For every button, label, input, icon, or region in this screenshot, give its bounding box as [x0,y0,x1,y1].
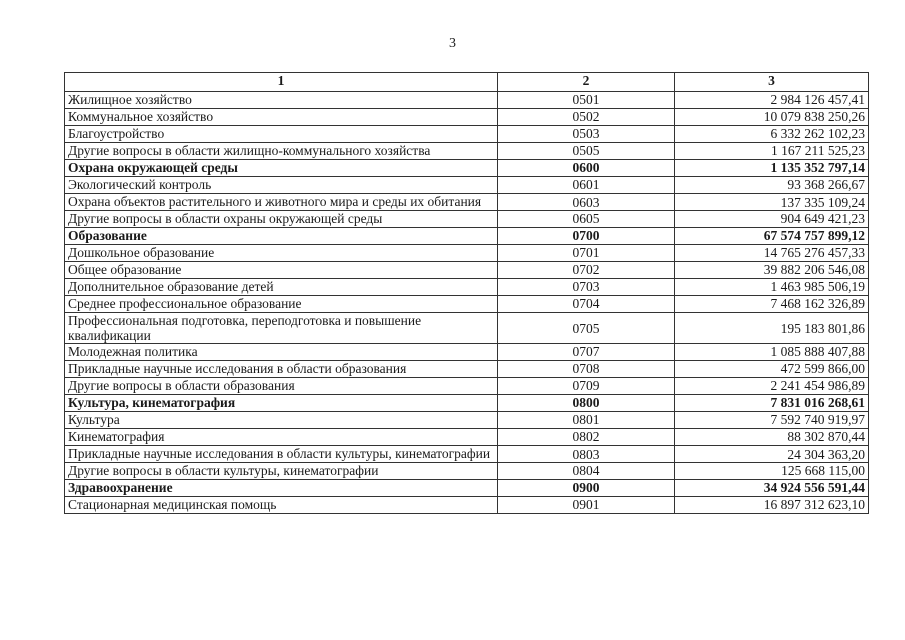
table-row [65,109,869,126]
row-name-cell: Культура, кинематография [65,395,498,412]
row-code-cell: 0505 [498,143,675,160]
row-name-cell: Прикладные научные исследования в области культуры, кинематографии [65,446,498,463]
table-row [65,126,869,143]
row-name-cell: Другие вопросы в области жилищно-коммунального хозяйства [65,143,498,160]
row-amount-cell: 39 882 206 546,08 [675,262,869,279]
row-amount-cell: 1 463 985 506,19 [675,279,869,296]
row-name-cell: Охрана окружающей среды [65,160,498,177]
table-row [65,211,869,228]
row-amount-cell: 7 468 162 326,89 [675,296,869,313]
row-name-cell: Охрана объектов растительного и животного мира и среды их обитания [65,194,498,211]
table-row [65,313,869,344]
row-amount-cell: 7 592 740 919,97 [675,412,869,429]
row-name-cell: Прикладные научные исследования в области образования [65,361,498,378]
row-amount-cell: 1 135 352 797,14 [675,160,869,177]
table-row [65,395,869,412]
row-name-cell: Молодежная политика [65,344,498,361]
row-name-cell: Коммунальное хозяйство [65,109,498,126]
table-row [65,228,869,245]
row-name-cell: Общее образование [65,262,498,279]
row-code-cell: 0603 [498,194,675,211]
row-code-cell: 0701 [498,245,675,262]
row-amount-cell: 137 335 109,24 [675,194,869,211]
table-row [65,463,869,480]
row-name-cell: Профессиональная подготовка, переподготовка и повышение квалификации [65,313,498,344]
row-name-cell: Дополнительное образование детей [65,279,498,296]
row-name-cell: Стационарная медицинская помощь [65,497,498,514]
table-row [65,279,869,296]
row-name-cell: Жилищное хозяйство [65,92,498,109]
row-amount-cell: 1 085 888 407,88 [675,344,869,361]
row-amount-cell: 7 831 016 268,61 [675,395,869,412]
table-row [65,497,869,514]
row-name-cell: Кинематография [65,429,498,446]
row-name-cell: Другие вопросы в области образования [65,378,498,395]
row-amount-cell: 88 302 870,44 [675,429,869,446]
row-code-cell: 0600 [498,160,675,177]
row-name-cell: Экологический контроль [65,177,498,194]
table-row [65,429,869,446]
row-code-cell: 0707 [498,344,675,361]
row-amount-cell: 125 668 115,00 [675,463,869,480]
row-code-cell: 0502 [498,109,675,126]
table-row [65,160,869,177]
row-code-cell: 0708 [498,361,675,378]
row-amount-cell: 1 167 211 525,23 [675,143,869,160]
row-amount-cell: 67 574 757 899,12 [675,228,869,245]
row-name-cell: Среднее профессиональное образование [65,296,498,313]
row-code-cell: 0804 [498,463,675,480]
row-code-cell: 0700 [498,228,675,245]
table-row [65,480,869,497]
table-row [65,143,869,160]
row-amount-cell: 10 079 838 250,26 [675,109,869,126]
header-row [65,73,869,92]
row-amount-cell: 904 649 421,23 [675,211,869,228]
row-name-cell: Другие вопросы в области культуры, кинематографии [65,463,498,480]
header-col-1: 1 [65,73,498,92]
table-row [65,361,869,378]
row-code-cell: 0705 [498,313,675,344]
row-amount-cell: 195 183 801,86 [675,313,869,344]
row-name-cell: Здравоохранение [65,480,498,497]
table-row [65,92,869,109]
table-row [65,262,869,279]
table-row [65,378,869,395]
row-code-cell: 0800 [498,395,675,412]
row-name-cell: Образование [65,228,498,245]
table-row [65,194,869,211]
row-code-cell: 0601 [498,177,675,194]
row-amount-cell: 93 368 266,67 [675,177,869,194]
row-code-cell: 0900 [498,480,675,497]
row-code-cell: 0501 [498,92,675,109]
row-name-cell: Другие вопросы в области охраны окружающей среды [65,211,498,228]
row-code-cell: 0503 [498,126,675,143]
header-col-2: 2 [498,73,675,92]
row-name-cell: Культура [65,412,498,429]
row-name-cell: Дошкольное образование [65,245,498,262]
row-code-cell: 0703 [498,279,675,296]
row-amount-cell: 16 897 312 623,10 [675,497,869,514]
header-col-3: 3 [675,73,869,92]
table-row [65,344,869,361]
table-row [65,412,869,429]
row-name-cell: Благоустройство [65,126,498,143]
budget-table [64,72,869,514]
row-code-cell: 0704 [498,296,675,313]
row-code-cell: 0803 [498,446,675,463]
row-amount-cell: 14 765 276 457,33 [675,245,869,262]
row-amount-cell: 34 924 556 591,44 [675,480,869,497]
page-number: 3 [449,36,456,51]
row-code-cell: 0901 [498,497,675,514]
row-code-cell: 0709 [498,378,675,395]
row-amount-cell: 472 599 866,00 [675,361,869,378]
table-row [65,245,869,262]
row-code-cell: 0702 [498,262,675,279]
row-amount-cell: 24 304 363,20 [675,446,869,463]
row-amount-cell: 6 332 262 102,23 [675,126,869,143]
row-amount-cell: 2 241 454 986,89 [675,378,869,395]
table-row [65,296,869,313]
table-row [65,446,869,463]
table-row [65,177,869,194]
row-code-cell: 0801 [498,412,675,429]
row-amount-cell: 2 984 126 457,41 [675,92,869,109]
row-code-cell: 0605 [498,211,675,228]
row-code-cell: 0802 [498,429,675,446]
